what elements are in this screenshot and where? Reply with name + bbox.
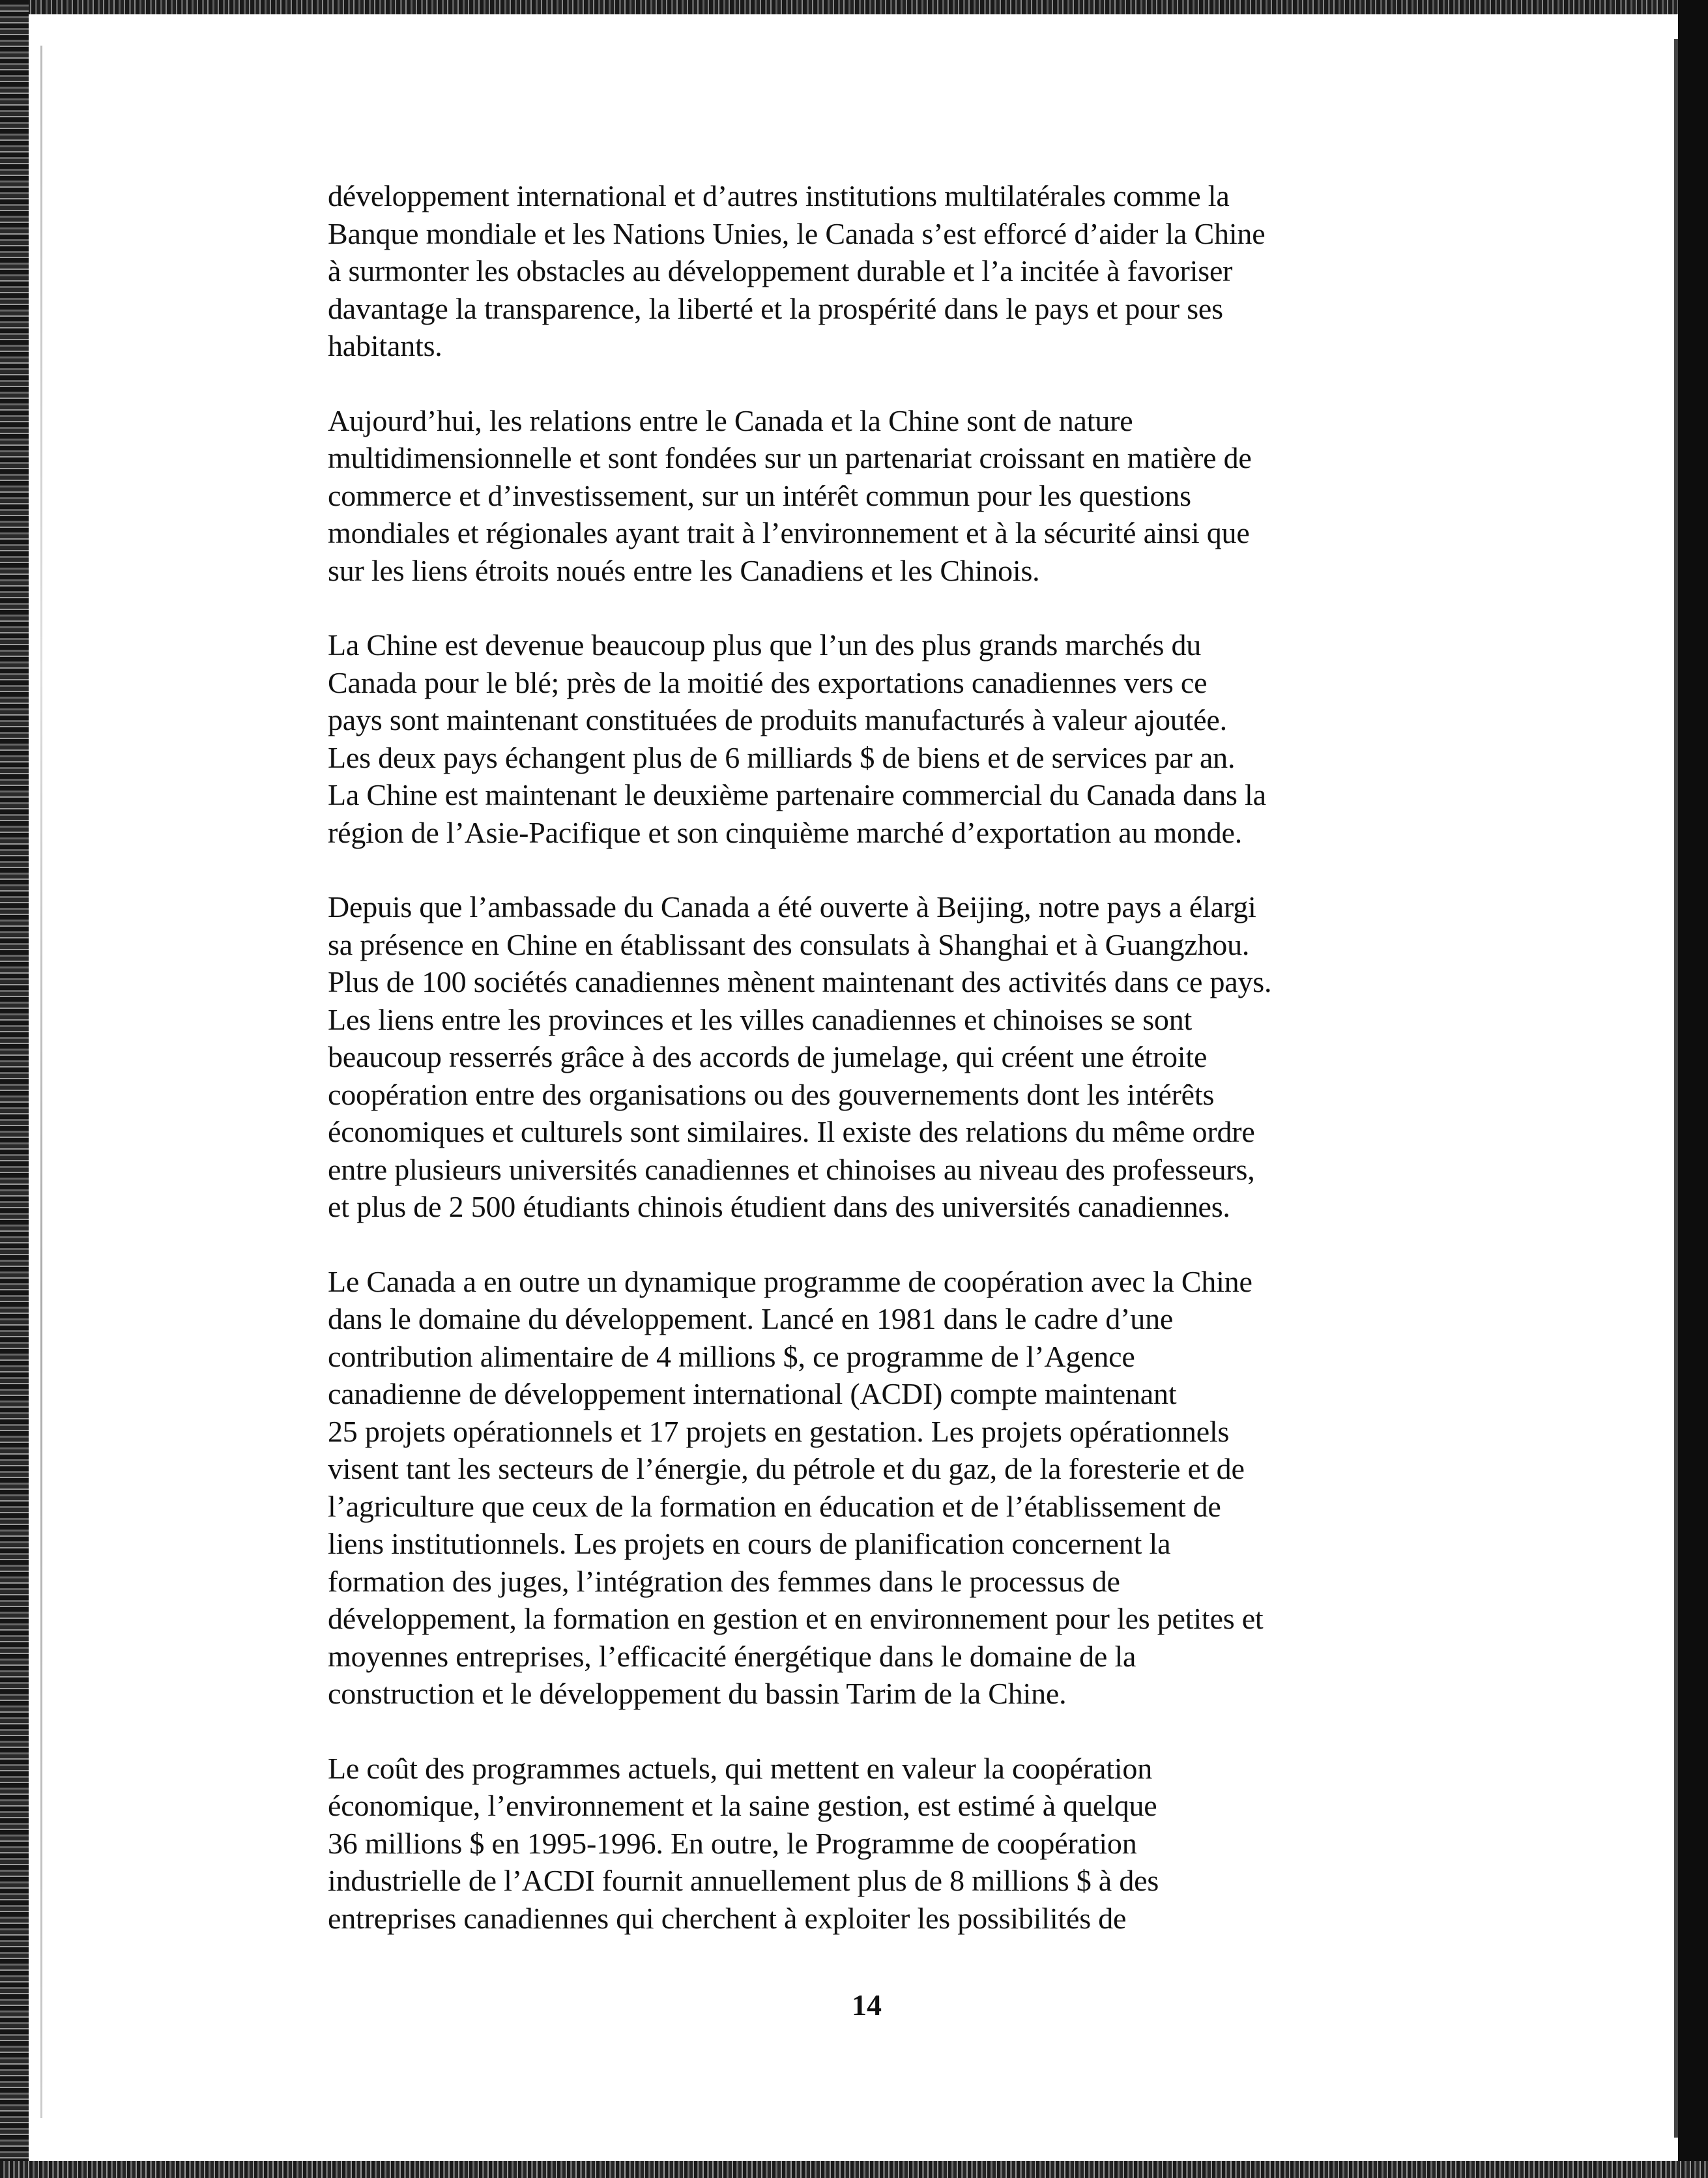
text-line: Depuis que l’ambassade du Canada a été ouverte à Beijing, notre pays a élargi <box>328 890 1256 923</box>
text-line: Le coût des programmes actuels, qui mettent en valeur la coopération <box>328 1751 1152 1785</box>
text-line: Les liens entre les provinces et les villes canadiennes et chinoises se sont <box>328 1002 1193 1036</box>
text-line: entreprises canadiennes qui cherchent à exploiter les possibilités de <box>328 1901 1127 1935</box>
binding-line <box>40 46 42 2118</box>
text-line: 36 millions $ en 1995-1996. En outre, le Programme de coopération <box>328 1826 1137 1860</box>
paragraph <box>328 402 1436 590</box>
paragraph <box>328 177 1436 365</box>
text-line: sur les liens étroits noués entre les Canadiens et les Chinois. <box>328 553 1040 587</box>
text-line: moyennes entreprises, l’efficacité énergétique dans le domaine de la <box>328 1639 1136 1673</box>
paragraph <box>328 1263 1436 1713</box>
text-line: Banque mondiale et les Nations Unies, le Canada s’est efforcé d’aider la Chine <box>328 216 1266 250</box>
text-line: pays sont maintenant constituées de produits manufacturés à valeur ajoutée. <box>328 703 1227 736</box>
text-line: mondiales et régionales ayant trait à l’environnement et à la sécurité ainsi que <box>328 516 1250 549</box>
text-line: développement international et d’autres institutions multilatérales comme la <box>328 179 1230 212</box>
scan-edge-left <box>0 0 29 2178</box>
page-number: 14 <box>852 1988 882 2022</box>
paragraph <box>328 626 1436 851</box>
text-line: davantage la transparence, la liberté et la prospérité dans le pays et pour ses <box>328 291 1223 325</box>
text-line: commerce et d’investissement, sur un intérêt commun pour les questions <box>328 478 1191 512</box>
scan-edge-right <box>1678 0 1708 2178</box>
text-line: habitants. <box>328 329 442 362</box>
text-line: et plus de 2 500 étudiants chinois étudient dans des universités canadiennes. <box>328 1190 1230 1223</box>
text-line: Aujourd’hui, les relations entre le Canada et la Chine sont de nature <box>328 403 1133 437</box>
text-line: contribution alimentaire de 4 millions $, ce programme de l’Agence <box>328 1339 1135 1373</box>
text-line: La Chine est devenue beaucoup plus que l’un des plus grands marchés du <box>328 628 1202 661</box>
text-line: développement, la formation en gestion et en environnement pour les petites et <box>328 1602 1264 1635</box>
text-line: industrielle de l’ACDI fournit annuellement plus de 8 millions $ à des <box>328 1864 1159 1897</box>
text-line: beaucoup resserrés grâce à des accords de jumelage, qui créent une étroite <box>328 1040 1208 1073</box>
text-line: région de l’Asie-Pacifique et son cinquième marché d’exportation au monde. <box>328 815 1243 849</box>
text-line: sa présence en Chine en établissant des consulats à Shanghai et à Guangzhou. <box>328 927 1250 961</box>
scan-edge-top <box>0 0 1708 14</box>
scan-edge-bottom <box>0 2161 1708 2178</box>
text-line: multidimensionnelle et sont fondées sur un partenariat croissant en matière de <box>328 441 1252 474</box>
text-line: dans le domaine du développement. Lancé en 1981 dans le cadre d’une <box>328 1302 1174 1335</box>
text-line: coopération entre des organisations ou des gouvernements dont les intérêts <box>328 1077 1215 1111</box>
text-line: à surmonter les obstacles au développement durable et l’a incitée à favoriser <box>328 254 1233 287</box>
text-line: visent tant les secteurs de l’énergie, du pétrole et du gaz, de la foresterie et de <box>328 1452 1245 1485</box>
text-line: Plus de 100 sociétés canadiennes mènent maintenant des activités dans ce pays. <box>328 965 1272 998</box>
text-line: La Chine est maintenant le deuxième partenaire commercial du Canada dans la <box>328 778 1266 811</box>
text-line: 25 projets opérationnels et 17 projets en gestation. Les projets opérationnels <box>328 1414 1230 1448</box>
text-line: économiques et culturels sont similaires. Il existe des relations du même ordre <box>328 1115 1255 1148</box>
scan-edge-right-shadow <box>1674 39 1678 2138</box>
text-line: liens institutionnels. Les projets en cours de planification concernent la <box>328 1527 1171 1560</box>
paragraph <box>328 888 1436 1226</box>
paragraph <box>328 1750 1436 1938</box>
text-line: économique, l’environnement et la saine gestion, est estimé à quelque <box>328 1789 1157 1822</box>
body-text <box>328 177 1436 1974</box>
text-line: Les deux pays échangent plus de 6 milliards $ de biens et de services par an. <box>328 740 1236 774</box>
text-line: canadienne de développement international (ACDI) compte maintenant <box>328 1377 1177 1410</box>
text-line: Canada pour le blé; près de la moitié des exportations canadiennes vers ce <box>328 665 1208 699</box>
text-line: formation des juges, l’intégration des femmes dans le processus de <box>328 1564 1120 1598</box>
text-line: l’agriculture que ceux de la formation en éducation et de l’établissement de <box>328 1489 1221 1523</box>
text-line: entre plusieurs universités canadiennes et chinoises au niveau des professeurs, <box>328 1152 1255 1186</box>
text-line: construction et le développement du bassin Tarim de la Chine. <box>328 1677 1067 1710</box>
text-line: Le Canada a en outre un dynamique programme de coopération avec la Chine <box>328 1264 1252 1298</box>
